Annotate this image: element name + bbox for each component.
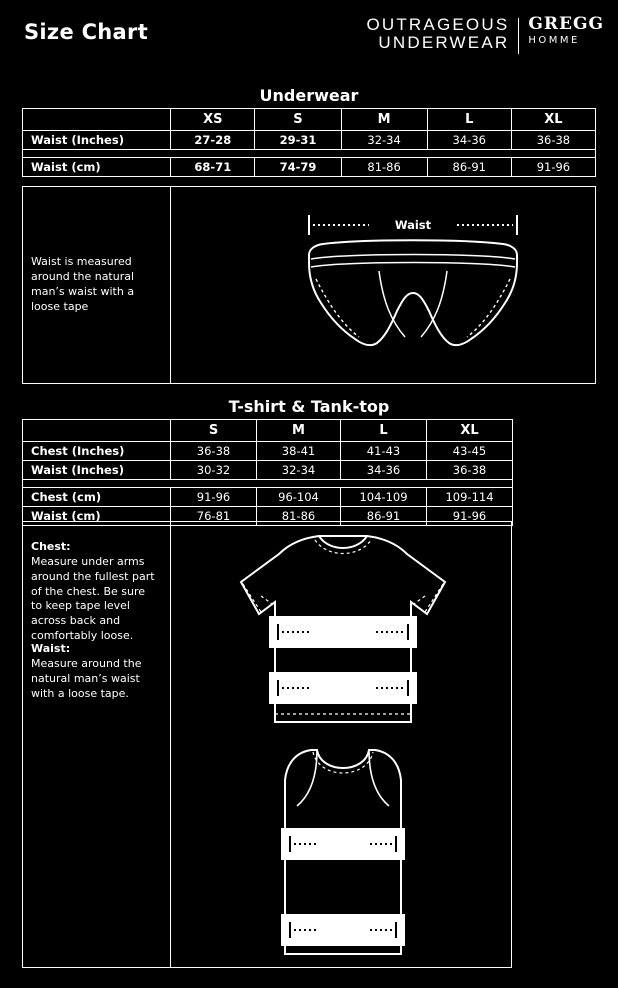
tank-chest-label: Chest [324,837,362,851]
cell-chest-cm-s: 91-96 [171,488,257,507]
brand-lockup [366,16,604,54]
brand-gregg-homme [528,16,604,46]
cell-waist-in-s: 30-32 [171,461,257,480]
tank-waist-label: Waist [324,923,362,937]
waist-note-title: Waist: [31,642,71,655]
underwear-waist-label: Waist [394,218,432,232]
waist-measure-note [31,642,159,701]
underwear-size-table [22,108,596,177]
cell-waist-in-xs: 27-28 [171,131,255,150]
section-heading-underwear: Underwear [259,86,359,105]
row-label-waist-inches: Waist (Inches) [23,461,171,480]
cell-waist-cm-l: 86-91 [427,158,511,177]
tee-chest-label: Chest [324,625,362,639]
page-title: Size Chart [24,20,149,44]
cell-waist-in-m: 32-34 [341,131,427,150]
header-cell-xl: XL [427,420,513,442]
cell-chest-in-m: 38-41 [257,442,341,461]
tanktop-figure [213,744,473,964]
cell-waist-cm-m: 81-86 [341,158,427,177]
cell-waist-cm-l: 86-91 [341,507,427,526]
brief-diagram [183,197,583,373]
tshirt-illustration-panel [22,521,512,968]
header-cell-s: S [171,420,257,442]
header-cell-s: S [255,109,341,131]
brand-subname: HOMME [528,34,580,46]
section-heading-tshirt: T-shirt & Tank-top [228,397,390,416]
row-label-waist-inches: Waist (Inches) [23,131,171,150]
chest-measure-note [31,540,159,644]
cell-waist-cm-s: 74-79 [255,158,341,177]
brand-outrageous-underwear [366,16,509,52]
waist-note-body: Measure around the natural man’s waist with a loose tape. [31,656,142,700]
panel-divider [170,187,171,383]
table-spacer-row [23,150,596,158]
panel-divider [170,522,171,967]
table-row [23,131,596,150]
header-cell-m: M [341,109,427,131]
table-header-row [23,109,596,131]
brand-line-2: UNDERWEAR [378,32,510,52]
cell-chest-cm-l: 104-109 [341,488,427,507]
cell-waist-in-l: 34-36 [341,461,427,480]
header-cell-blank [23,109,171,131]
row-label-chest-inches: Chest (Inches) [23,442,171,461]
chest-note-title: Chest: [31,540,71,553]
brand-divider [518,18,519,54]
cell-chest-in-s: 36-38 [171,442,257,461]
cell-waist-in-s: 29-31 [255,131,341,150]
cell-waist-cm-xs: 68-71 [171,158,255,177]
table-row [23,158,596,177]
header-cell-blank [23,420,171,442]
header-cell-m: M [257,420,341,442]
tshirt-figure [183,530,503,736]
tee-diagram [183,530,503,736]
cell-waist-in-xl: 36-38 [427,461,513,480]
cell-waist-in-l: 34-36 [427,131,511,150]
row-label-chest-cm: Chest (cm) [23,488,171,507]
underwear-illustration-panel [22,186,596,384]
page-header [0,10,618,70]
cell-waist-in-xl: 36-38 [511,131,595,150]
table-spacer-row [23,480,513,488]
brand-line-1: OUTRAGEOUS [366,15,510,34]
row-label-waist-cm: Waist (cm) [23,507,171,526]
table-row [23,442,513,461]
table-header-row [23,420,513,442]
table-row [23,488,513,507]
tank-diagram [213,744,473,964]
cell-chest-in-l: 41-43 [341,442,427,461]
cell-waist-in-m: 32-34 [257,461,341,480]
cell-waist-cm-xl: 91-96 [511,158,595,177]
chest-note-body: Measure under arms around the fullest part of the chest. Be sure to keep tape level across back and comfortably loose. [31,554,155,643]
row-label-waist-cm: Waist (cm) [23,158,171,177]
tshirt-size-table [22,419,513,526]
underwear-figure [183,197,583,373]
cell-chest-in-xl: 43-45 [427,442,513,461]
underwear-measure-note: Waist is measured around the natural man’s waist with a loose tape [31,255,135,313]
table-row [23,461,513,480]
header-cell-l: L [341,420,427,442]
cell-waist-cm-s: 76-81 [171,507,257,526]
cell-chest-cm-m: 96-104 [257,488,341,507]
cell-waist-cm-xl: 91-96 [427,507,513,526]
header-cell-xs: XS [171,109,255,131]
cell-chest-cm-xl: 109-114 [427,488,513,507]
cell-waist-cm-m: 81-86 [257,507,341,526]
header-cell-l: L [427,109,511,131]
brand-name: GREGG [528,14,604,34]
tee-waist-label: Waist [324,681,362,695]
header-cell-xl: XL [511,109,595,131]
